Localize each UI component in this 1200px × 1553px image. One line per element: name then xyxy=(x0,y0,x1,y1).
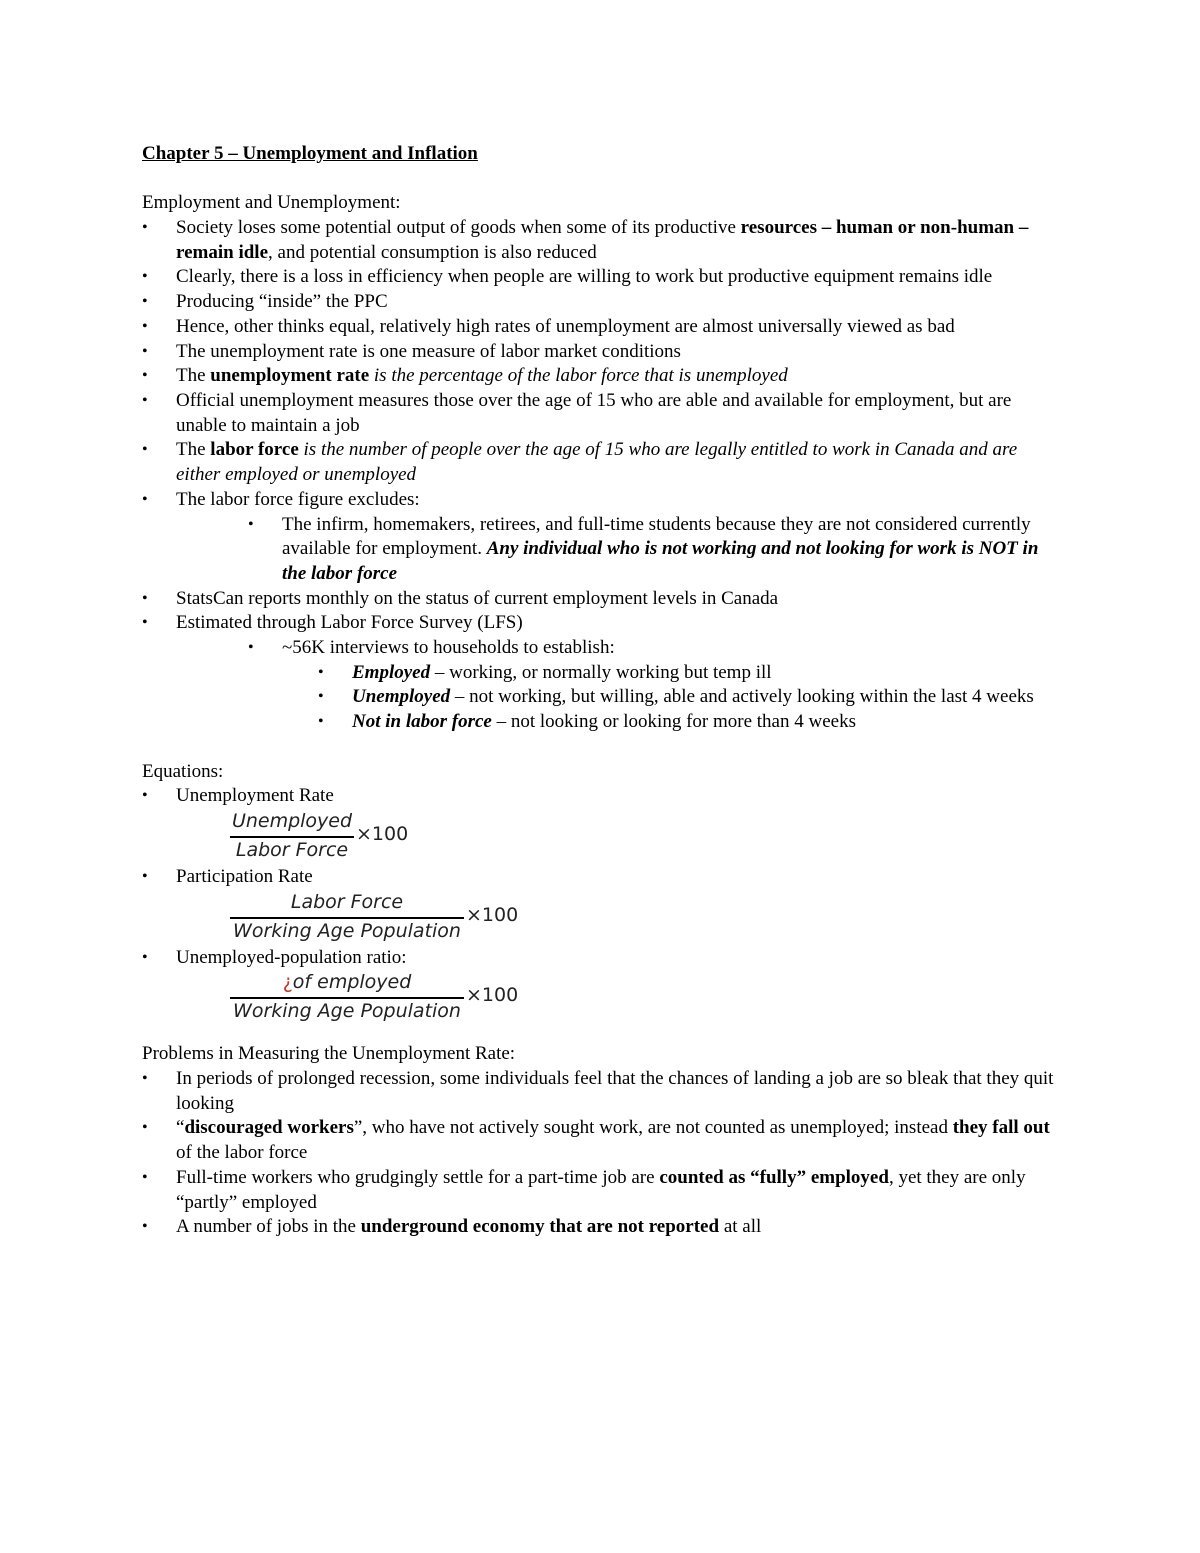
chapter-title: Chapter 5 – Unemployment and Inflation xyxy=(142,143,478,164)
numerator: Labor Force xyxy=(290,890,404,913)
unemployment-rate-equation xyxy=(142,809,1062,865)
list-item: • ~56K interviews to households to establish: xyxy=(142,636,1062,661)
bullet-icon: • xyxy=(318,688,324,706)
bullet-icon: • xyxy=(142,490,148,508)
list-item: • Unemployed – not working, but willing, able and actively looking within the last 4 weeks xyxy=(142,685,1062,710)
problems-list xyxy=(142,1067,1062,1240)
list-item: • The labor force is the number of people over the age of 15 who are legally entitled to work in Canada and are either employed or unemployed xyxy=(142,439,1018,486)
bullet-icon: • xyxy=(142,441,148,459)
bullet-icon: • xyxy=(142,367,148,385)
bullet-icon: • xyxy=(248,639,254,657)
denominator: Working Age Population xyxy=(233,1000,461,1023)
numerator: ¿of employed xyxy=(282,971,412,994)
bullet-icon: • xyxy=(142,317,148,335)
list-item: • Participation Rate xyxy=(142,865,1062,890)
bullet-icon: • xyxy=(142,589,148,607)
denominator: Labor Force xyxy=(235,838,349,861)
list-item: • StatsCan reports monthly on the status of current employment levels in Canada xyxy=(142,587,1062,612)
bullet-icon: • xyxy=(142,268,148,286)
bullet-icon: • xyxy=(318,663,324,681)
section-heading-employment: Employment and Unemployment: xyxy=(142,192,401,214)
section-heading-equations: Equations: xyxy=(142,760,224,782)
bullet-icon: • xyxy=(248,515,254,533)
bullet-icon: • xyxy=(142,787,148,805)
bullet-icon: • xyxy=(142,1070,148,1087)
document-page xyxy=(142,142,1062,1240)
denominator: Working Age Population xyxy=(233,919,461,942)
bullet-icon: • xyxy=(142,293,148,311)
multiplier: ×100 xyxy=(466,903,519,926)
list-item: • Not in labor force – not looking or looking for more than 4 weeks xyxy=(142,710,1062,735)
list-item: • Estimated through Labor Force Survey (LFS) xyxy=(142,611,1062,636)
bullet-icon: • xyxy=(142,391,148,409)
multiplier: ×100 xyxy=(466,984,519,1007)
list-item: • Clearly, there is a loss in efficiency when people are willing to work but productive equipment remains idle xyxy=(142,265,1062,290)
list-item: • The unemployment rate is the percentage of the labor force that is unemployed xyxy=(142,364,1062,389)
bullet-icon: • xyxy=(142,614,148,632)
list-item: • Unemployment Rate xyxy=(142,784,1062,809)
bullet-icon: • xyxy=(318,713,324,731)
bullet-icon: • xyxy=(142,948,148,966)
list-item: • Full-time workers who grudgingly settle for a part-time job are counted as “fully” employed, yet they are only “partly” employed xyxy=(142,1166,1026,1213)
list-item: • A number of jobs in the underground economy that are not reported at all xyxy=(142,1215,1062,1240)
list-item: • Hence, other thinks equal, relatively high rates of unemployment are almost universally viewed as bad xyxy=(142,315,1062,340)
bullet-icon: • xyxy=(142,867,148,885)
list-item: • The labor force figure excludes: xyxy=(142,488,1062,513)
list-item: • Employed – working, or normally working but temp ill xyxy=(142,661,1062,686)
employment-list xyxy=(142,216,1062,735)
employment-population-equation xyxy=(142,970,1062,1026)
section-heading-problems: Problems in Measuring the Unemployment Rate: xyxy=(142,1043,516,1065)
bullet-icon: • xyxy=(142,342,148,360)
list-item: • In periods of prolonged recession, some individuals feel that the chances of landing a job are so bleak that they quit looking xyxy=(142,1068,1054,1114)
bullet-icon: • xyxy=(142,1119,148,1137)
list-item: • Society loses some potential output of goods when some of its productive resources – human or non-human – remain idle, and potential consumption is also reduced xyxy=(142,217,1029,263)
list-item: • Producing “inside” the PPC xyxy=(142,290,1062,315)
bullet-icon: • xyxy=(142,1218,148,1236)
list-item: • The unemployment rate is one measure of labor market conditions xyxy=(142,340,1062,365)
bullet-icon: • xyxy=(142,1168,148,1186)
bullet-icon: • xyxy=(142,219,148,237)
list-item: • The infirm, homemakers, retirees, and full-time students because they are not considered currently available for employment. Any individual who is not working and not looking for work is NOT in the labor force xyxy=(248,513,1039,584)
list-item: • “discouraged workers”, who have not actively sought work, are not counted as unemployed; instead they fall out of the labor force xyxy=(142,1117,1050,1164)
error-mark: ¿ xyxy=(282,971,293,994)
multiplier: ×100 xyxy=(356,822,409,845)
equations-list xyxy=(142,784,1062,809)
list-item: • Official unemployment measures those over the age of 15 who are able and available for employment, but are unable to maintain a job xyxy=(142,389,1012,436)
list-item: • Unemployed-population ratio: xyxy=(142,946,1062,971)
numerator: Unemployed xyxy=(231,809,353,832)
participation-rate-equation xyxy=(142,890,1062,946)
